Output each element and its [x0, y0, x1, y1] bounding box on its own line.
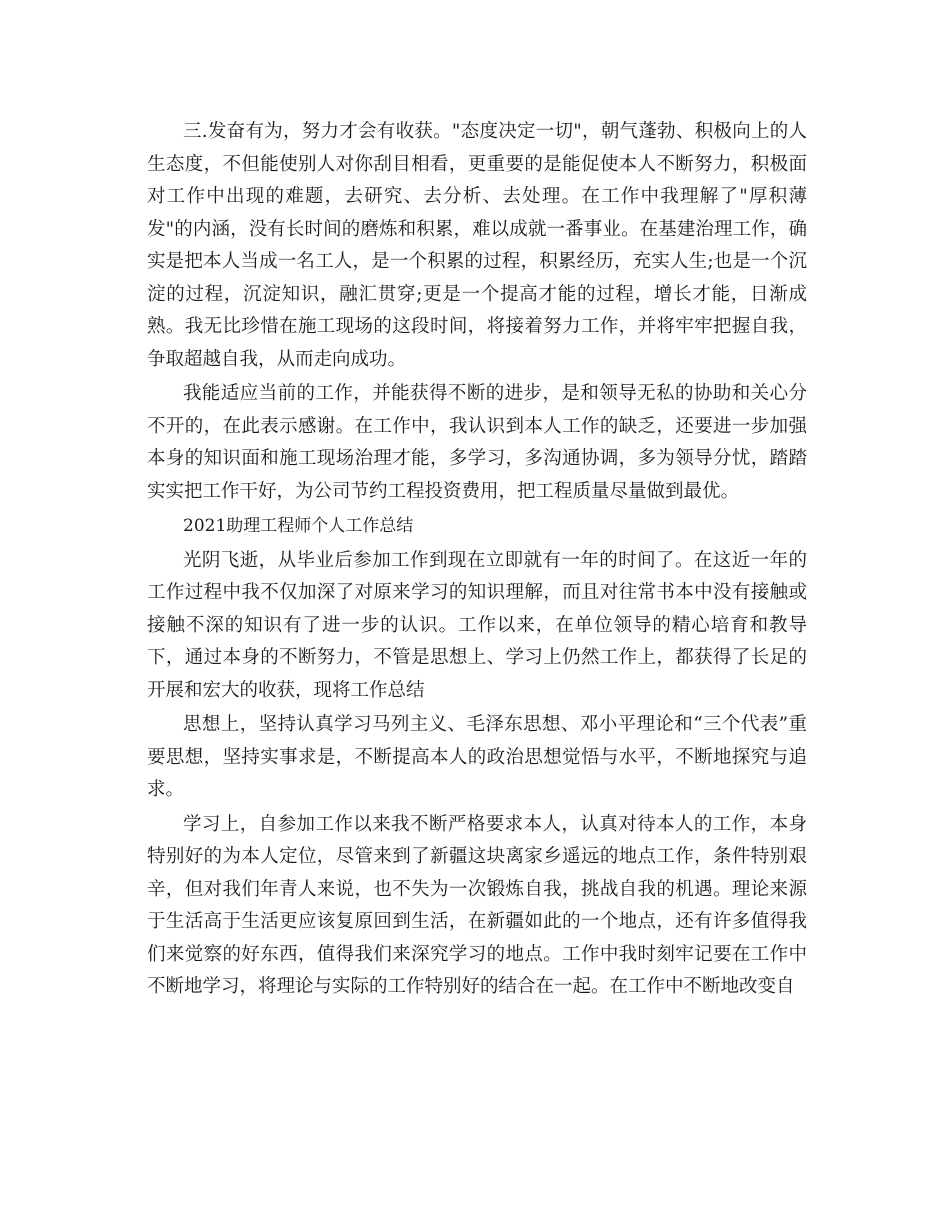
document-body — [147, 116, 807, 1004]
paragraph-intro: 光阴飞逝，从毕业后参加工作到现在立即就有一年的时间了。在这近一年的工作过程中我不仅加深了对原来学习的知识理解，而且对往常书本中没有接触或接触不深的知识有了进一步的认识。工作以来，在单位领导的精心培育和教导下，通过本身的不断努力，不管是思想上、学习上仍然工作上，都获得了长足的开展和宏大的收获，现将工作总结 — [147, 549, 807, 701]
paragraph-attitude: 三.发奋有为，努力才会有收获。"态度决定一切"，朝气蓬勃、积极向上的人生态度，不但能使别人对你刮目相看，更重要的是能促使本人不断努力，积极面对工作中出现的难题，去研究、去分析、去处理。在工作中我理解了"厚积薄发"的内涵，没有长时间的磨炼和积累，难以成就一番事业。在基建治理工作，确实是把本人当成一名工人，是一个积累的过程，积累经历，充实人生;也是一个沉淀的过程，沉淀知识，融汇贯穿;更是一个提高才能的过程，增长才能，日渐成熟。我无比珍惜在施工现场的这段时间，将接着努力工作，并将牢牢把握自我，争取超越自我，从而走向成功。 — [147, 121, 807, 370]
paragraph-thought: 思想上，坚持认真学习马列主义、毛泽东思想、邓小平理论和“三个代表”重要思想，坚持实事求是，不断提高本人的政治思想觉悟与水平，不断地探究与追求。 — [147, 714, 807, 800]
section-heading: 2021助理工程师个人工作总结 — [183, 516, 414, 536]
paragraph-gratitude: 我能适应当前的工作，并能获得不断的进步，是和领导无私的协助和关心分不开的，在此表示感谢。在工作中，我认识到本人工作的缺乏，还要进一步加强本身的知识面和施工现场治理才能，多学习，多沟通协调，多为领导分忧，踏踏实实把工作干好，为公司节约工程投资费用，把工程质量尽量做到最优。 — [147, 383, 807, 502]
paragraph-study: 学习上，自参加工作以来我不断严格要求本人，认真对待本人的工作，本身特别好的为本人定位，尽管来到了新疆这块离家乡遥远的地点工作，条件特别艰辛，但对我们年青人来说，也不失为一次锻炼自我，挑战自我的机遇。理论来源于生活高于生活更应该复原回到生活，在新疆如此的一个地点，还有许多值得我们来觉察的好东西，值得我们来深究学习的地点。工作中我时刻牢记要在工作中不断地学习，将理论与实际的工作特别好的结合在一起。在工作中不断地改变自 — [147, 813, 807, 997]
